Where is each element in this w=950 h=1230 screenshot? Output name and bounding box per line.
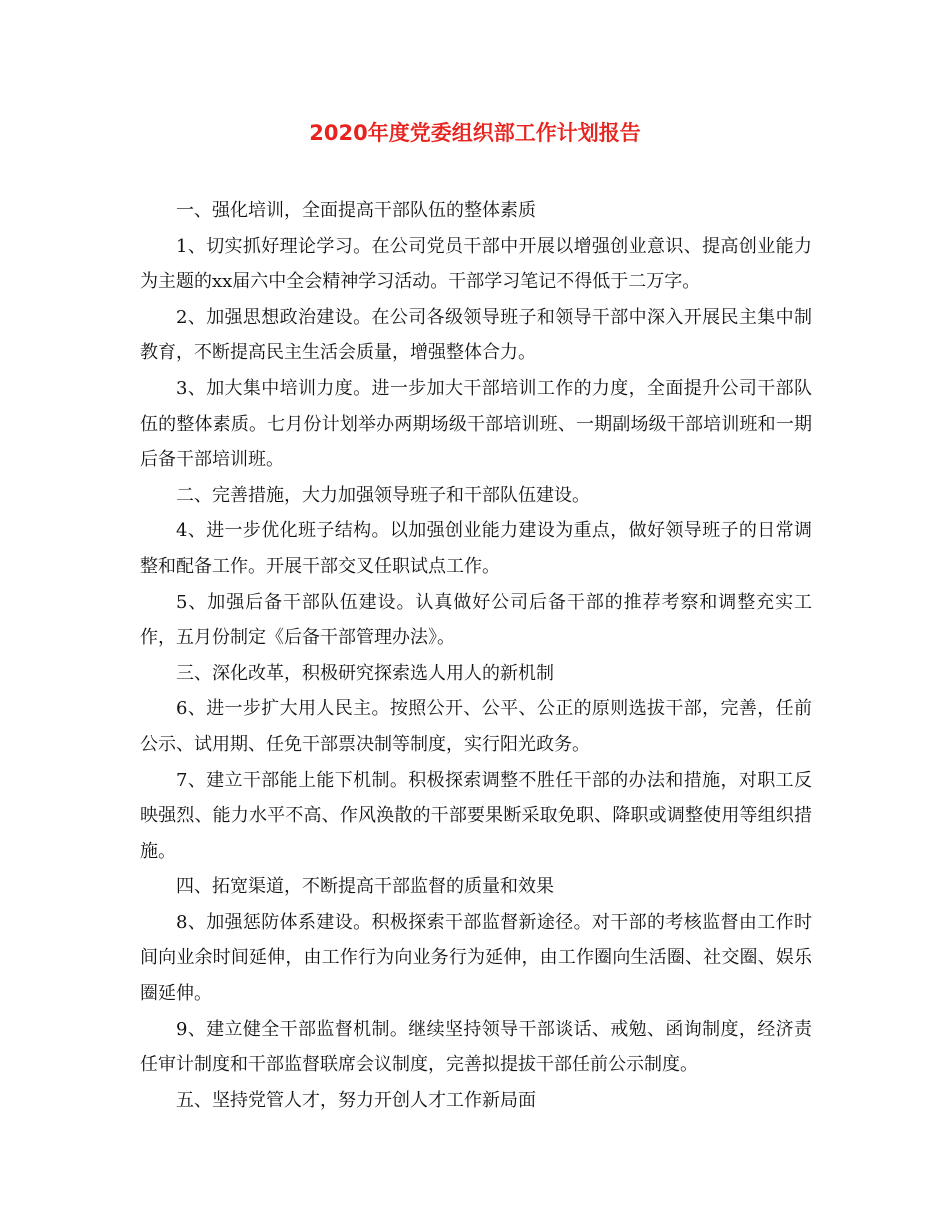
section-heading-2: 二、完善措施，大力加强领导班子和干部队伍建设。 (176, 484, 590, 506)
paragraph-item-4: 4、进一步优化班子结构。以加强创业能力建设为重点，做好领导班子的日常调整和配备工作。开展干部交叉任职试点工作。 (140, 520, 812, 577)
section-heading-5: 五、坚持党管人才，努力开创人才工作新局面 (176, 1089, 536, 1111)
paragraph-item-6: 6、进一步扩大用人民主。按照公开、公平、公正的原则选拔干部，完善，任前公示、试用期、任免干部票决制等制度，实行阳光政务。 (140, 698, 812, 755)
paragraph-item-7: 7、建立干部能上能下机制。积极探索调整不胜任干部的办法和措施，对职工反映强烈、能力水平不高、作风涣散的干部要果断采取免职、降职或调整使用等组织措施。 (140, 769, 812, 862)
section-heading-4: 四、拓宽渠道，不断提高干部监督的质量和效果 (176, 876, 554, 898)
paragraph-item-3: 3、加大集中培训力度。进一步加大干部培训工作的力度，全面提升公司干部队伍的整体素质。七月份计划举办两期场级干部培训班、一期副场级干部培训班和一期后备干部培训班。 (140, 377, 812, 471)
paragraph-item-1: 1、切实抓好理论学习。在公司党员干部中开展以增强创业意识、提高创业能力为主题的xx届六中全会精神学习活动。干部学习笔记不得低于二万字。 (140, 235, 812, 293)
paragraph-item-5: 5、加强后备干部队伍建设。认真做好公司后备干部的推荐考察和调整充实工作，五月份制定《后备干部管理办法》。 (140, 591, 812, 649)
document-title: 2020年度党委组织部工作计划报告 (309, 121, 641, 145)
section-heading-3: 三、深化改革，积极研究探索选人用人的新机制 (176, 662, 554, 684)
section-heading-1: 一、强化培训，全面提高干部队伍的整体素质 (176, 200, 536, 221)
paragraph-item-8: 8、加强惩防体系建设。积极探索干部监督新途径。对干部的考核监督由工作时间向业余时间延伸，由工作行为向业务行为延伸，由工作圈向生活圈、社交圈、娱乐圈延伸。 (140, 911, 812, 1005)
document-body (140, 193, 812, 1118)
paragraph-item-2: 2、加强思想政治建设。在公司各级领导班子和领导干部中深入开展民主集中制教育，不断提高民主生活会质量，增强整体合力。 (140, 306, 812, 364)
paragraph-item-9: 9、建立健全干部监督机制。继续坚持领导干部谈话、戒勉、函询制度，经济责任审计制度和干部监督联席会议制度，完善拟提拔干部任前公示制度。 (140, 1018, 812, 1076)
